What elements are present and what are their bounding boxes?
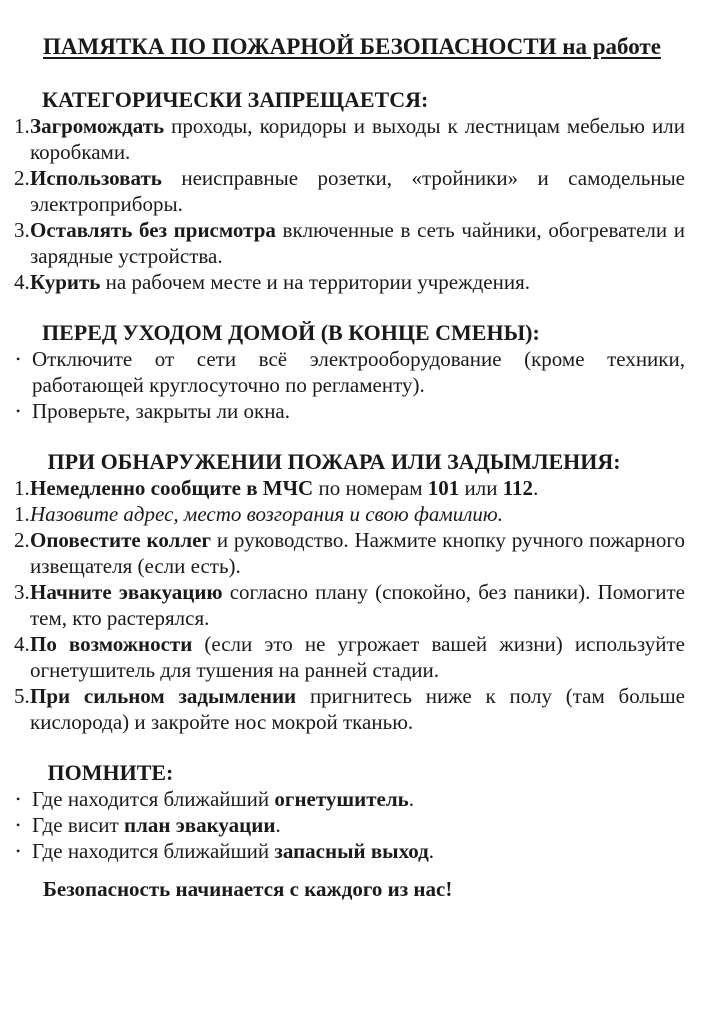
item-text: Отключите от сети всё электрооборудование (кроме техники, работающей круглосуточно по регламенту). xyxy=(32,347,685,397)
item-text: Использовать неисправные розетки, «тройники» и самодельные электроприборы. xyxy=(30,166,685,216)
numbered-list xyxy=(14,113,685,295)
item-number: 3. xyxy=(14,580,30,604)
item-number: 4. xyxy=(14,270,30,294)
item-number: 5. xyxy=(14,684,30,708)
item-number: 3. xyxy=(14,218,30,242)
document-title: ПАМЯТКА ПО ПОЖАРНОЙ БЕЗОПАСНОСТИ на работе xyxy=(43,34,661,59)
item-text: Где находится ближайший огнетушитель. xyxy=(32,787,415,811)
item-text: Курить на рабочем месте и на территории учреждения. xyxy=(30,270,530,294)
bullet-icon: • xyxy=(16,818,21,832)
item-text: Оповестите коллег и руководство. Нажмите кнопку ручного пожарного извещателя (если есть). xyxy=(30,528,686,578)
list-item xyxy=(14,812,685,838)
list-item xyxy=(14,579,685,631)
item-number: 1. xyxy=(14,114,30,138)
list-item xyxy=(14,346,685,398)
item-number: 2. xyxy=(14,528,30,552)
list-item xyxy=(14,217,685,269)
item-number: 4. xyxy=(14,632,30,656)
item-text: Начните эвакуацию согласно плану (спокойно, без паники). Помогите тем, кто растерялся. xyxy=(30,580,685,630)
section-fire-detected xyxy=(14,449,685,735)
list-item xyxy=(14,683,685,735)
section-heading-prohibited: КАТЕГОРИЧЕСКИ ЗАПРЕЩАЕТСЯ: xyxy=(42,87,429,112)
bullet-icon: • xyxy=(16,844,21,858)
sections-container xyxy=(14,87,685,864)
item-text: Немедленно сообщите в МЧС по номерам 101 или 112. xyxy=(30,476,539,500)
section-before-leaving xyxy=(14,320,685,424)
bullet-icon: • xyxy=(16,352,21,366)
item-number: 1. xyxy=(14,476,30,500)
bulleted-list xyxy=(14,346,685,424)
item-number: 2. xyxy=(14,166,30,190)
list-item xyxy=(14,398,685,424)
list-item xyxy=(14,838,685,864)
bullet-icon: • xyxy=(16,792,21,806)
closing-statement: Безопасность начинается с каждого из нас! xyxy=(43,877,453,901)
section-heading-remember: ПОМНИТЕ: xyxy=(42,760,174,785)
section-prohibited xyxy=(14,87,685,295)
list-item xyxy=(14,527,685,579)
list-item xyxy=(14,475,685,501)
list-item xyxy=(14,786,685,812)
item-number: 1. xyxy=(14,502,30,526)
item-text: Загромождать проходы, коридоры и выходы к лестницам мебелью или коробками. xyxy=(30,114,685,164)
list-item xyxy=(14,113,685,165)
bullet-icon: • xyxy=(16,404,21,418)
list-item xyxy=(14,501,685,527)
bulleted-list xyxy=(14,786,685,864)
section-remember xyxy=(14,760,685,864)
list-item xyxy=(14,631,685,683)
item-text: Назовите адрес, место возгорания и свою фамилию. xyxy=(30,502,503,526)
list-item xyxy=(14,165,685,217)
section-heading-fire-detected: ПРИ ОБНАРУЖЕНИИ ПОЖАРА ИЛИ ЗАДЫМЛЕНИЯ: xyxy=(42,449,621,474)
item-text: При сильном задымлении пригнитесь ниже к полу (там больше кислорода) и закройте нос мокрой тканью. xyxy=(30,684,685,734)
section-heading-before-leaving: ПЕРЕД УХОДОМ ДОМОЙ (В КОНЦЕ СМЕНЫ): xyxy=(42,320,540,345)
item-text: Оставлять без присмотра включенные в сеть чайники, обогреватели и зарядные устройства. xyxy=(30,218,685,268)
item-text: Проверьте, закрыты ли окна. xyxy=(32,399,290,423)
list-item xyxy=(14,269,685,295)
item-text: По возможности (если это не угрожает вашей жизни) используйте огнетушитель для тушения на ранней стадии. xyxy=(30,632,685,682)
item-text: Где висит план эвакуации. xyxy=(32,813,281,837)
numbered-list xyxy=(14,475,685,735)
item-text: Где находится ближайший запасный выход. xyxy=(32,839,435,863)
